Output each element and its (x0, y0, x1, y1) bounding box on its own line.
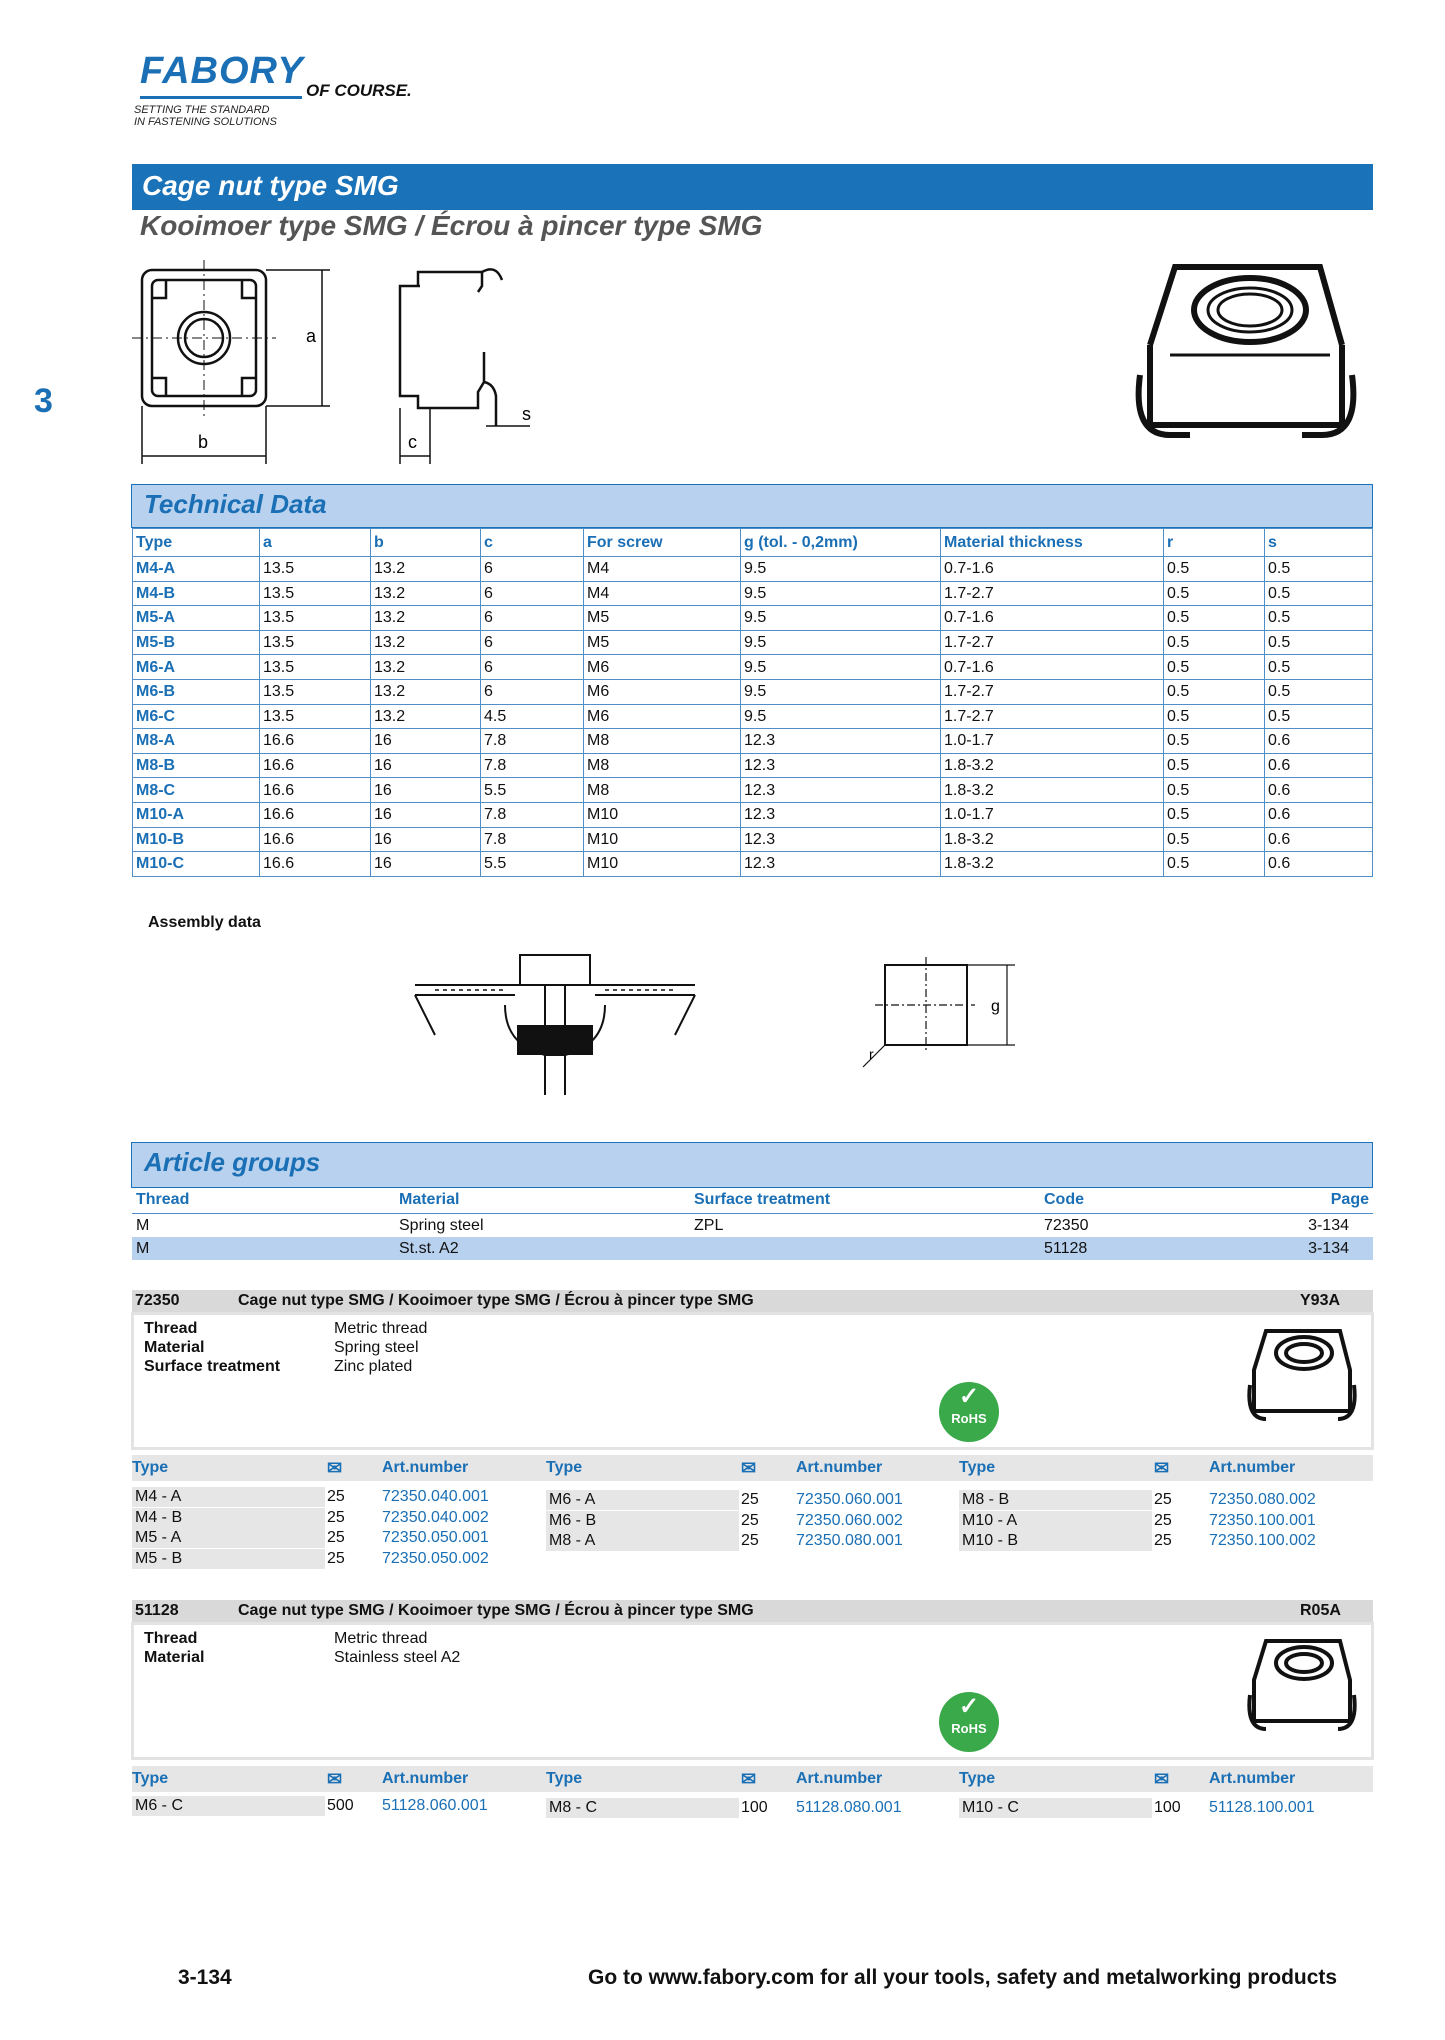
list-item-type: M6 - C (132, 1796, 325, 1816)
table-cell: 13.2 (371, 581, 481, 606)
article-group-row[interactable] (132, 1214, 1373, 1238)
table-row (133, 557, 1373, 582)
type-cell: M10-A (133, 802, 260, 827)
product-ref: Y93A (1300, 1292, 1341, 1309)
table-cell: 13.5 (260, 679, 371, 704)
product-thumbnail (1244, 1635, 1360, 1745)
column-header: g (tol. - 0,2mm) (741, 529, 941, 557)
article-list-72350 (132, 1455, 1373, 1575)
art-number-column-header: Art.number (1209, 1459, 1296, 1476)
table-row (133, 630, 1373, 655)
art-number-column-header: Art.number (796, 1459, 883, 1476)
page-subtitle: Kooimoer type SMG / Écrou à pincer type SMG (140, 210, 763, 241)
table-cell: 13.2 (371, 630, 481, 655)
technical-data-title: Technical Data (144, 489, 327, 519)
article-list-header (132, 1455, 1373, 1481)
type-cell: M5-A (133, 606, 260, 631)
list-item-quantity: 25 (1154, 1511, 1172, 1529)
property-label: Surface treatment (144, 1358, 281, 1375)
list-item-quantity: 25 (741, 1491, 759, 1508)
product-ref: R05A (1300, 1602, 1341, 1619)
table-cell: M5 (584, 606, 741, 631)
article-list-header (132, 1766, 1373, 1792)
type-column-header: Type (132, 1770, 169, 1787)
list-item-type: M8 - A (546, 1531, 739, 1551)
envelope-icon: ✉ (327, 1769, 343, 1789)
table-cell: 16.6 (260, 802, 371, 827)
table-cell: 0.6 (1265, 802, 1373, 827)
table-cell: 0.7-1.6 (941, 557, 1164, 582)
column-header: s (1265, 529, 1373, 557)
label-c: c (408, 432, 417, 452)
table-cell: 0.5 (1164, 704, 1265, 729)
table-row (133, 729, 1373, 754)
art-number-column-header: Art.number (382, 1459, 469, 1476)
table-cell: 6 (481, 655, 584, 680)
type-cell: M6-A (133, 655, 260, 680)
table-cell: 12.3 (741, 827, 941, 852)
property-label: Material (144, 1649, 205, 1666)
column-header: Code (1040, 1187, 1290, 1214)
table-cell: 0.5 (1265, 655, 1373, 680)
table-cell: 16.6 (260, 778, 371, 803)
article-list-51128 (132, 1766, 1373, 1826)
tagline-line1: SETTING THE STANDARD (134, 104, 270, 116)
art-number-link[interactable]: 72350.080.001 (796, 1532, 903, 1549)
list-item-type: M5 - A (132, 1528, 325, 1548)
table-cell: 0.7-1.6 (941, 606, 1164, 631)
rohs-label: RoHS (951, 1721, 987, 1736)
list-item-quantity: 25 (327, 1549, 345, 1567)
table-cell: 13.2 (371, 606, 481, 631)
table-row (133, 606, 1373, 631)
table-cell: 9.5 (741, 581, 941, 606)
table-cell: 1.8-3.2 (941, 827, 1164, 852)
art-number-link[interactable]: 72350.060.001 (796, 1491, 903, 1508)
table-row (133, 827, 1373, 852)
table-cell: 9.5 (741, 630, 941, 655)
table-cell: 0.7-1.6 (941, 655, 1164, 680)
table-cell: M (136, 1216, 150, 1234)
list-item-quantity: 25 (741, 1511, 759, 1529)
technical-data-header (131, 484, 1373, 528)
table-cell: 16 (371, 753, 481, 778)
table-cell: M10 (584, 802, 741, 827)
table-row (133, 852, 1373, 877)
property-value: Spring steel (334, 1339, 419, 1356)
table-cell: 7.8 (481, 729, 584, 754)
art-number-link[interactable]: 51128.080.001 (796, 1799, 902, 1816)
product-properties (144, 1629, 460, 1667)
table-cell: 6 (481, 606, 584, 631)
list-item-type: M4 - B (132, 1508, 325, 1528)
type-column-header: Type (546, 1459, 583, 1476)
list-item-type: M10 - A (959, 1511, 1152, 1531)
table-cell: 7.8 (481, 802, 584, 827)
table-cell: 1.0-1.7 (941, 729, 1164, 754)
envelope-icon: ✉ (327, 1458, 343, 1478)
product-header-51128 (132, 1600, 1373, 1622)
logo-tagline (134, 104, 277, 128)
table-cell: 16 (371, 852, 481, 877)
property-label: Thread (144, 1320, 198, 1337)
envelope-icon: ✉ (741, 1458, 757, 1478)
type-column-header: Type (546, 1770, 583, 1787)
label-b: b (198, 432, 209, 452)
table-cell: 3-134 (1308, 1216, 1349, 1234)
table-cell: M6 (584, 655, 741, 680)
property-row (144, 1648, 460, 1667)
table-cell: 1.8-3.2 (941, 753, 1164, 778)
table-cell: 7.8 (481, 827, 584, 852)
table-cell: 9.5 (741, 679, 941, 704)
table-cell: 13.5 (260, 557, 371, 582)
table-cell (690, 1237, 1040, 1260)
table-cell: M8 (584, 778, 741, 803)
assembly-label: Assembly data (148, 914, 261, 931)
table-cell: M6 (584, 704, 741, 729)
article-group-row[interactable] (132, 1237, 1373, 1260)
type-cell: M4-A (133, 557, 260, 582)
art-number-column-header: Art.number (382, 1770, 469, 1787)
table-cell: 0.5 (1164, 606, 1265, 631)
table-cell: 0.5 (1265, 704, 1373, 729)
table-cell: 9.5 (741, 704, 941, 729)
list-item-quantity: 25 (327, 1508, 345, 1526)
table-cell: 0.5 (1164, 778, 1265, 803)
list-item-type: M8 - B (959, 1490, 1152, 1510)
table-cell: 13.2 (371, 679, 481, 704)
type-column-header: Type (959, 1459, 996, 1476)
type-cell: M10-B (133, 827, 260, 852)
table-cell: 12.3 (741, 729, 941, 754)
table-row (133, 655, 1373, 680)
envelope-icon: ✉ (1154, 1458, 1170, 1478)
logo-underline (140, 96, 302, 99)
table-cell: 0.6 (1265, 729, 1373, 754)
table-cell: M10 (584, 852, 741, 877)
product-header-72350 (132, 1290, 1373, 1312)
art-number-link[interactable]: 72350.040.002 (382, 1508, 489, 1526)
column-header: Material thickness (941, 529, 1164, 557)
table-row (133, 704, 1373, 729)
table-cell: 1.7-2.7 (941, 630, 1164, 655)
article-groups-header (131, 1142, 1373, 1188)
table-cell: 12.3 (741, 852, 941, 877)
product-details-51128 (131, 1622, 1374, 1760)
property-row (144, 1629, 460, 1648)
label-s: s (522, 404, 531, 424)
cage-nut-picture (1130, 255, 1360, 465)
table-cell: 1.8-3.2 (941, 852, 1164, 877)
table-cell: 51128 (1040, 1237, 1290, 1260)
footer-text: Go to www.fabory.com for all your tools, safety and metalworking products (588, 1966, 1338, 1989)
technical-header-row (133, 529, 1373, 557)
list-item-type: M5 - B (132, 1549, 325, 1569)
table-cell: M8 (584, 753, 741, 778)
table-row (133, 581, 1373, 606)
table-cell: 16 (371, 802, 481, 827)
table-cell: 1.0-1.7 (941, 802, 1164, 827)
table-cell: 6 (481, 557, 584, 582)
table-cell: M4 (584, 581, 741, 606)
column-header: b (371, 529, 481, 557)
table-cell: 1.7-2.7 (941, 581, 1164, 606)
table-cell: 4.5 (481, 704, 584, 729)
table-cell: 0.5 (1164, 557, 1265, 582)
property-row (144, 1338, 427, 1357)
table-cell: 0.5 (1164, 581, 1265, 606)
page-title: Cage nut type SMG (142, 170, 399, 201)
property-value: Stainless steel A2 (334, 1649, 461, 1666)
tagline-line2: IN FASTENING SOLUTIONS (134, 116, 277, 128)
table-cell: M (132, 1237, 395, 1260)
column-header: Material (395, 1187, 690, 1214)
table-cell: M8 (584, 729, 741, 754)
table-cell: 6 (481, 630, 584, 655)
table-cell: 0.5 (1164, 729, 1265, 754)
type-cell: M4-B (133, 581, 260, 606)
table-cell: 16.6 (260, 753, 371, 778)
article-groups-title: Article groups (144, 1147, 321, 1177)
product-code: 51128 (135, 1602, 179, 1619)
table-cell: 0.5 (1164, 827, 1265, 852)
list-item-quantity: 25 (1154, 1491, 1172, 1508)
product-name: Cage nut type SMG / Kooimoer type SMG / Écrou à pincer type SMG (238, 1602, 754, 1619)
table-cell: 16.6 (260, 729, 371, 754)
rohs-badge (939, 1382, 999, 1442)
table-cell: 1.7-2.7 (941, 704, 1164, 729)
type-cell: M5-B (133, 630, 260, 655)
table-cell: 0.6 (1265, 778, 1373, 803)
table-cell: 6 (481, 581, 584, 606)
table-cell: 0.5 (1164, 630, 1265, 655)
type-cell: M8-C (133, 778, 260, 803)
table-cell: 9.5 (741, 606, 941, 631)
table-cell: 16 (371, 827, 481, 852)
table-cell: M4 (584, 557, 741, 582)
table-cell: 0.5 (1164, 679, 1265, 704)
table-cell: 13.5 (260, 704, 371, 729)
type-cell: M6-C (133, 704, 260, 729)
property-value: Metric thread (334, 1630, 428, 1647)
table-cell: 5.5 (481, 852, 584, 877)
rohs-label: RoHS (951, 1411, 987, 1426)
label-r: r (869, 1046, 874, 1062)
envelope-icon: ✉ (1154, 1769, 1170, 1789)
table-cell: 12.3 (741, 753, 941, 778)
article-groups-table (132, 1187, 1373, 1260)
g-dimension-drawing (855, 955, 1025, 1075)
list-item-quantity: 25 (327, 1529, 345, 1546)
art-number-link[interactable]: 72350.050.002 (382, 1549, 489, 1567)
type-cell: M8-B (133, 753, 260, 778)
list-item-type: M4 - A (132, 1487, 325, 1507)
page-number: 3-134 (178, 1966, 232, 1989)
table-cell: M5 (584, 630, 741, 655)
table-cell: ZPL (694, 1216, 724, 1234)
table-cell: 9.5 (741, 557, 941, 582)
list-item-quantity: 25 (327, 1488, 345, 1505)
table-cell: 13.2 (371, 557, 481, 582)
list-item-quantity: 100 (1154, 1799, 1181, 1816)
table-cell: 0.5 (1265, 581, 1373, 606)
table-cell: 16 (371, 778, 481, 803)
product-code: 72350 (135, 1292, 180, 1309)
table-cell: 16.6 (260, 827, 371, 852)
type-column-header: Type (959, 1770, 996, 1787)
art-number-link[interactable]: 72350.040.001 (382, 1488, 489, 1505)
table-cell: M6 (584, 679, 741, 704)
logo-suffix: OF COURSE. (306, 81, 412, 100)
table-row (133, 679, 1373, 704)
table-cell: 3-134 (1290, 1237, 1373, 1260)
technical-data-table (132, 528, 1373, 877)
product-name: Cage nut type SMG / Kooimoer type SMG / Écrou à pincer type SMG (238, 1292, 754, 1309)
art-number-link[interactable]: 72350.060.002 (796, 1511, 903, 1529)
column-header: a (260, 529, 371, 557)
rohs-badge (939, 1692, 999, 1752)
art-number-link[interactable]: 72350.100.001 (1209, 1511, 1316, 1529)
table-cell: 13.2 (371, 655, 481, 680)
table-cell: 13.5 (260, 606, 371, 631)
art-number-link[interactable]: 51128.100.001 (1209, 1799, 1315, 1816)
column-header: Thread (132, 1187, 395, 1214)
property-value: Zinc plated (334, 1358, 413, 1375)
product-details-72350 (131, 1312, 1374, 1450)
property-row (144, 1319, 427, 1338)
table-cell: 0.5 (1265, 557, 1373, 582)
art-number-link[interactable]: 51128.060.001 (382, 1797, 488, 1814)
table-cell: 0.5 (1265, 630, 1373, 655)
article-groups-header-row (132, 1187, 1373, 1214)
table-cell: 0.6 (1265, 852, 1373, 877)
list-item-quantity: 25 (1154, 1532, 1172, 1549)
product-properties (144, 1319, 427, 1376)
type-column-header: Type (132, 1459, 169, 1476)
list-item-quantity: 25 (741, 1532, 759, 1549)
list-item-quantity: 500 (327, 1797, 354, 1814)
brand-logo: FABORY (140, 50, 304, 92)
column-header: For screw (584, 529, 741, 557)
table-cell: 13.5 (260, 581, 371, 606)
table-cell: St.st. A2 (395, 1237, 690, 1260)
table-cell: 13.2 (371, 704, 481, 729)
table-cell: 1.7-2.7 (941, 679, 1164, 704)
column-header: Surface treatment (690, 1187, 1040, 1214)
table-cell: 9.5 (741, 655, 941, 680)
check-icon: ✓ (958, 1693, 980, 1720)
table-cell: Spring steel (399, 1216, 484, 1234)
table-cell: 13.5 (260, 655, 371, 680)
table-cell: 0.6 (1265, 827, 1373, 852)
type-cell: M8-A (133, 729, 260, 754)
table-cell: 12.3 (741, 778, 941, 803)
product-thumbnail (1244, 1325, 1360, 1435)
art-number-link[interactable]: 72350.100.002 (1209, 1532, 1316, 1549)
art-number-link[interactable]: 72350.050.001 (382, 1529, 489, 1546)
table-cell: 0.5 (1164, 753, 1265, 778)
property-value: Metric thread (334, 1320, 428, 1337)
chapter-number: 3 (34, 382, 53, 420)
art-number-column-header: Art.number (1209, 1770, 1296, 1787)
table-cell: M10 (584, 827, 741, 852)
table-cell: 0.5 (1265, 606, 1373, 631)
property-label: Thread (144, 1630, 198, 1647)
assembly-drawing (405, 945, 705, 1105)
dimension-drawing (130, 258, 550, 468)
list-item-type: M6 - B (546, 1511, 739, 1531)
table-cell: 5.5 (481, 778, 584, 803)
table-cell: 16 (371, 729, 481, 754)
type-cell: M6-B (133, 679, 260, 704)
table-cell: 0.5 (1265, 679, 1373, 704)
table-cell: 0.5 (1164, 852, 1265, 877)
table-cell: 72350 (1044, 1216, 1089, 1234)
list-item-type: M10 - B (959, 1531, 1152, 1551)
label-g: g (991, 998, 1000, 1015)
type-cell: M10-C (133, 852, 260, 877)
table-cell: 0.6 (1265, 753, 1373, 778)
column-header: Page (1290, 1187, 1373, 1214)
table-row (133, 778, 1373, 803)
table-cell: 0.5 (1164, 655, 1265, 680)
table-row (133, 753, 1373, 778)
table-cell: 13.5 (260, 630, 371, 655)
table-cell: 0.5 (1164, 802, 1265, 827)
art-number-link[interactable]: 72350.080.002 (1209, 1491, 1316, 1508)
list-item-type: M8 - C (546, 1798, 739, 1818)
list-item-quantity: 100 (741, 1799, 768, 1816)
table-cell: 16.6 (260, 852, 371, 877)
property-label: Material (144, 1339, 205, 1356)
column-header: Type (133, 529, 260, 557)
art-number-column-header: Art.number (796, 1770, 883, 1787)
list-item-type: M6 - A (546, 1490, 739, 1510)
envelope-icon: ✉ (741, 1769, 757, 1789)
table-cell: 7.8 (481, 753, 584, 778)
table-row (133, 802, 1373, 827)
column-header: c (481, 529, 584, 557)
table-cell: 6 (481, 679, 584, 704)
column-header: r (1164, 529, 1265, 557)
label-a: a (306, 326, 317, 346)
property-row (144, 1357, 427, 1376)
table-cell: 12.3 (741, 802, 941, 827)
check-icon: ✓ (958, 1383, 980, 1410)
table-cell: 1.8-3.2 (941, 778, 1164, 803)
list-item-type: M10 - C (959, 1798, 1152, 1818)
